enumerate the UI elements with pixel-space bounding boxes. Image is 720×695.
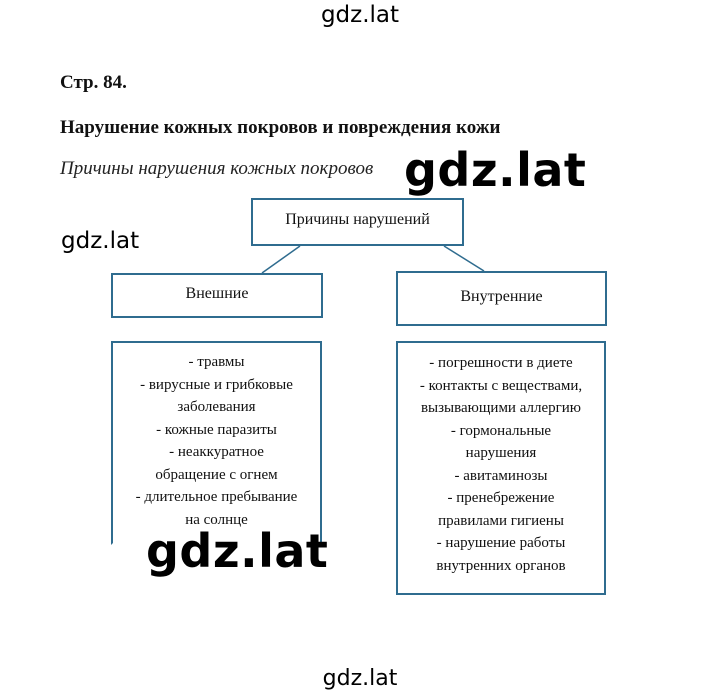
watermark-bottom: gdz.lat — [322, 666, 398, 691]
connector-root-external — [262, 246, 300, 273]
list-item: - погрешности в диете — [429, 355, 573, 371]
internal-causes-list — [396, 341, 606, 595]
diagram-external-label: Внешние — [185, 285, 249, 302]
list-item: на солнце — [185, 511, 248, 528]
list-item: - гормональные — [450, 422, 552, 439]
list-item: - травмы — [188, 354, 245, 370]
list-item: - авитаминозы — [454, 467, 548, 484]
external-causes-list — [111, 341, 322, 545]
list-item: правилами гигиены — [438, 512, 564, 529]
list-item: - нарушение работы — [436, 535, 566, 551]
diagram-internal-node — [396, 271, 607, 326]
diagram-external-node — [111, 273, 323, 318]
connector-root-internal — [444, 246, 484, 271]
list-item: нарушения — [465, 445, 537, 461]
list-item: - контакты с веществами, — [419, 377, 583, 394]
list-item: обращение с огнем — [155, 466, 278, 483]
list-item: - длительное пребывание — [135, 489, 298, 505]
diagram-internal-label: Внутренние — [460, 288, 543, 305]
list-item: внутренних органов — [436, 557, 566, 574]
list-item: вызывающими аллергию — [420, 400, 582, 416]
list-item: - кожные паразиты — [156, 421, 277, 438]
diagram-root-label: Причины нарушений — [285, 211, 430, 228]
page-number: Стр. 84. — [60, 72, 127, 93]
list-item: заболевания — [177, 399, 256, 415]
diagram-root-node — [251, 198, 464, 246]
watermark-top: gdz.lat — [320, 2, 400, 28]
page-heading: Нарушение кожных покровов и повреждения кожи — [60, 117, 501, 138]
page-subheading: Причины нарушения кожных покровов — [60, 158, 374, 179]
watermark-left: gdz.lat — [61, 228, 140, 254]
watermark-large-bottom: gdz.lat — [146, 524, 329, 578]
list-item: - вирусные и грибковые — [140, 376, 293, 393]
watermark-large-right: gdz.lat — [404, 143, 587, 197]
list-item: - пренебрежение — [447, 490, 555, 506]
list-item: - неаккуратное — [169, 444, 264, 460]
